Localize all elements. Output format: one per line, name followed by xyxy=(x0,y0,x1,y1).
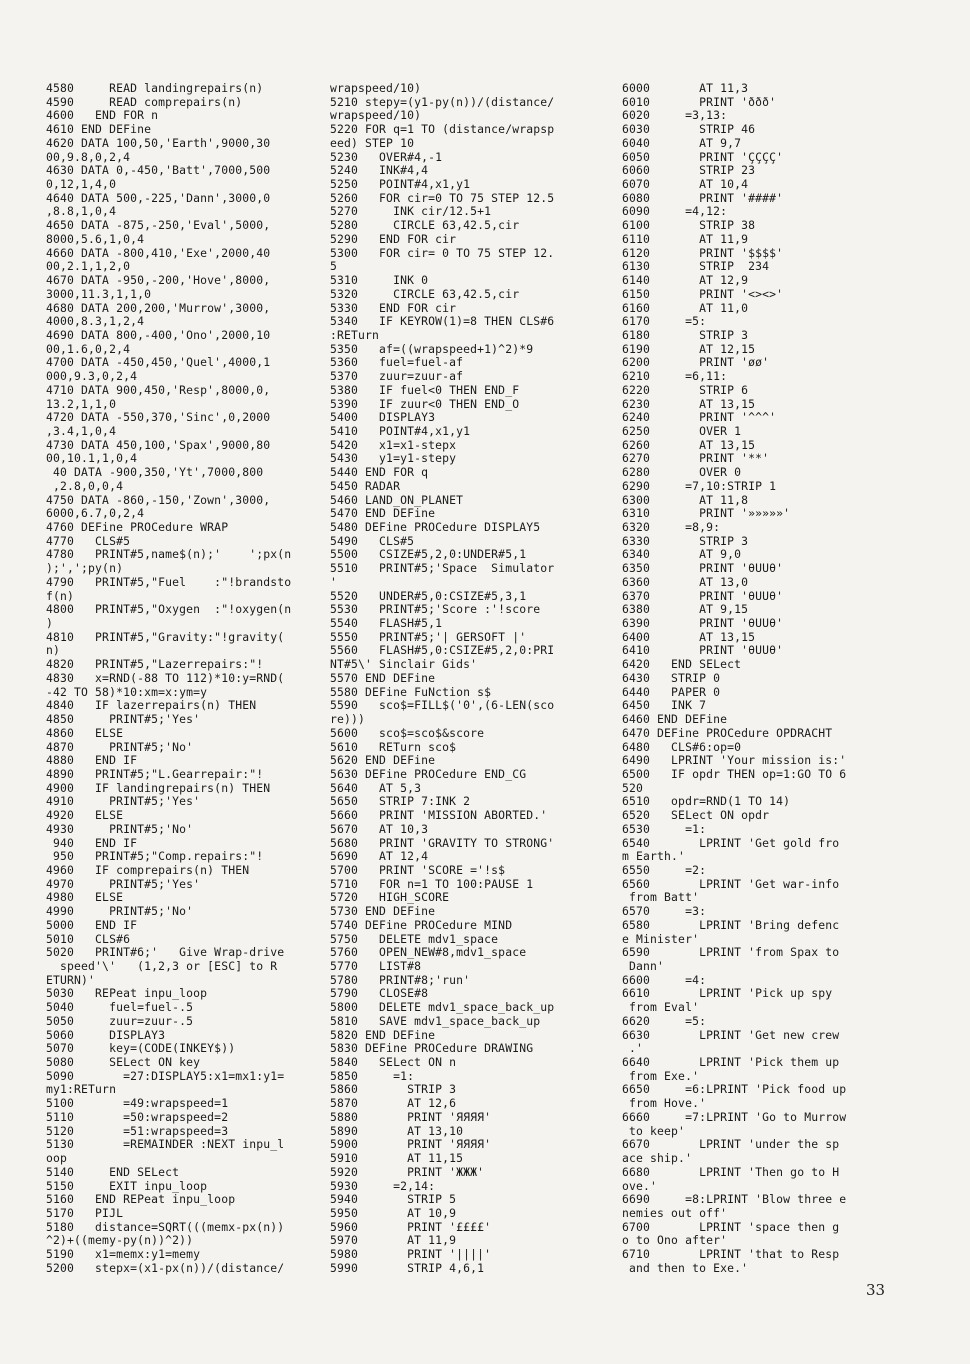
code-line: ) xyxy=(46,617,54,631)
code-line: 4860 ELSE xyxy=(46,726,124,740)
code-line: e Minister' xyxy=(622,932,700,946)
code-line: 4890 PRINT#5;"L.Gearrepair:"! xyxy=(46,767,264,781)
code-line: 5360 fuel=fuel-af xyxy=(330,356,464,370)
code-line: 6150 PRINT '<><>' xyxy=(622,287,784,301)
code-line: 5670 AT 10,3 xyxy=(330,822,429,836)
code-line: 4980 ELSE xyxy=(46,891,124,905)
code-line: 5050 zuur=zuur-.5 xyxy=(46,1014,194,1028)
code-line: 5110 =50:wrapspeed=2 xyxy=(46,1110,229,1124)
code-line: 5380 IF fuel<0 THEN END_F xyxy=(330,383,520,397)
code-line: 4900 IF landingrepairs(n) THEN xyxy=(46,781,271,795)
code-line: 6570 =3: xyxy=(622,905,707,919)
code-line: 5510 PRINT#5;'Space Simulator xyxy=(330,562,555,576)
code-line: 6220 STRIP 6 xyxy=(622,383,749,397)
code-line: 6210 =6,11: xyxy=(622,370,728,384)
code-line: 4760 DEFine PROCedure WRAP xyxy=(46,521,229,534)
code-line: 5000 END IF xyxy=(46,918,138,932)
code-line: my1:RETurn xyxy=(46,1083,117,1097)
code-line: 5820 END DEFine xyxy=(330,1028,436,1042)
code-line: 4640 DATA 500,-225,'Dann',3000,0 xyxy=(46,191,271,205)
code-line: 5370 zuur=zuur-af xyxy=(330,370,464,384)
code-line: 6310 PRINT '»»»»»' xyxy=(622,507,791,521)
code-line: ^2)+((memy-py(n))^2)) xyxy=(46,1234,194,1248)
code-line: 6360 AT 13,0 xyxy=(622,575,749,589)
code-line: 4670 DATA -950,-200,'Hove',8000, xyxy=(46,274,271,288)
code-line: 5420 x1=x1-stepx xyxy=(330,438,457,452)
code-line: m Earth.' xyxy=(622,850,686,864)
code-line: 5840 SELect ON n xyxy=(330,1056,457,1070)
code-line: -42 TO 58)*10:xm=x:ym=y xyxy=(46,685,208,699)
code-line: re))) xyxy=(330,713,366,727)
code-line: 6640 LPRINT 'Pick them up xyxy=(622,1056,840,1070)
code-line: 5080 SELect ON key xyxy=(46,1056,201,1070)
code-line: );',';py(n) xyxy=(46,562,124,576)
code-line: 4630 DATA 0,-450,'Batt',7000,500 xyxy=(46,164,271,178)
code-line: 5430 y1=y1-stepy xyxy=(330,452,457,466)
code-line: from Hove.' xyxy=(622,1097,707,1111)
code-line: 6100 STRIP 38 xyxy=(622,219,756,233)
code-line: 4770 CLS#5 xyxy=(46,534,131,548)
code-line: 5260 FOR cir=0 TO 75 STEP 12.5 xyxy=(330,191,555,205)
code-line: 5930 =2,14: xyxy=(330,1179,436,1193)
page-number: 33 xyxy=(866,1281,886,1299)
code-line: ' xyxy=(330,575,338,589)
code-line: 6300 AT 11,8 xyxy=(622,493,749,507)
code-line: 6540 LPRINT 'Get gold fro xyxy=(622,836,840,850)
code-line: 5530 PRINT#5;'Score :'!score xyxy=(330,603,541,617)
code-line: 4660 DATA -800,410,'Exe',2000,40 xyxy=(46,246,271,260)
code-line: 5830 DEFine PROCedure DRAWING xyxy=(330,1042,534,1056)
code-line: 6440 PAPER 0 xyxy=(622,685,721,699)
code-line: 5060 DISPLAY3 xyxy=(46,1028,166,1042)
code-line: 5240 INK#4,4 xyxy=(330,164,429,178)
code-line: 6060 STRIP 23 xyxy=(622,164,756,178)
code-line: 5750 DELETE mdv1_space xyxy=(330,932,499,946)
code-line: 5480 DEFine PROCedure DISPLAY5 xyxy=(330,521,541,534)
code-line: 6080 PRINT '####' xyxy=(622,191,784,205)
code-line: ETURN)' xyxy=(46,973,96,987)
code-line: from Eval' xyxy=(622,1001,700,1015)
code-line: 5090 =27:DISPLAY5:x1=mx1:y1= xyxy=(46,1069,285,1083)
code-line: 5200 stepx=(x1-px(n))/(distance/ xyxy=(46,1261,285,1275)
code-line: 950 PRINT#5;"Comp.repairs:"! xyxy=(46,850,264,864)
code-line: 6020 =3,13: xyxy=(622,109,728,123)
code-line: 6460 END DEFine xyxy=(622,713,728,727)
code-line: Dann' xyxy=(622,960,665,973)
code-line: ,2.8,0,0,4 xyxy=(46,479,124,493)
code-line: 5040 fuel=fuel-.5 xyxy=(46,1001,194,1015)
code-line: 5760 OPEN_NEW#8,mdv1_space xyxy=(330,946,527,960)
code-line: 6320 =8,9: xyxy=(622,521,721,534)
code-line: 5280 CIRCLE 63,42.5,cir xyxy=(330,219,520,233)
code-line: 4810 PRINT#5,"Gravity:"!gravity( xyxy=(46,630,285,644)
code-line: 6370 PRINT 'θUUθ' xyxy=(622,589,784,603)
code-line: 6030 STRIP 46 xyxy=(622,123,756,137)
code-line: 6240 PRINT '^^^' xyxy=(622,411,777,425)
code-line: 00,9.8,0,2,4 xyxy=(46,150,131,164)
code-line: 6690 =8:LPRINT 'Blow three e xyxy=(622,1193,847,1207)
code-line: 6700 LPRINT 'space then g xyxy=(622,1220,840,1234)
code-line: 6450 INK 7 xyxy=(622,699,707,713)
code-line: 6350 PRINT 'θUUθ' xyxy=(622,562,784,576)
code-line: 5390 IF zuur<0 THEN END_O xyxy=(330,397,520,411)
code-line: 520 xyxy=(622,781,644,795)
code-line: 6000,6.7,0,2,4 xyxy=(46,507,145,521)
code-line: 5190 x1=memx:y1=memy xyxy=(46,1248,201,1262)
code-line: 4960 IF comprepairs(n) THEN xyxy=(46,863,250,877)
code-line: 6110 AT 11,9 xyxy=(622,232,749,246)
code-line: from Batt' xyxy=(622,891,700,905)
code-line: 5980 PRINT '||||' xyxy=(330,1248,492,1262)
code-line: ove.' xyxy=(622,1179,658,1193)
code-line: speed'\' (1,2,3 or [ESC] to R xyxy=(46,960,278,973)
code-line: 5560 FLASH#5,0:CSIZE#5,2,0:PRI xyxy=(330,644,555,658)
code-line: 6510 opdr=RND(1 TO 14) xyxy=(622,795,791,809)
code-line: 5660 PRINT 'MISSION ABORTED.' xyxy=(330,809,548,823)
code-line: 6430 STRIP 0 xyxy=(622,671,721,685)
code-line: 5880 PRINT 'ЯЯЯЯ' xyxy=(330,1110,492,1124)
code-line: 00,1.6,0,2,4 xyxy=(46,342,131,356)
code-line: 5300 FOR cir= 0 TO 75 STEP 12. xyxy=(330,246,555,260)
code-line: 6400 AT 13,15 xyxy=(622,630,756,644)
code-line: 4580 READ landingrepairs(n) xyxy=(46,82,264,95)
code-line: 6380 AT 9,15 xyxy=(622,603,749,617)
code-line: 40 DATA -900,350,'Yt',7000,800 xyxy=(46,466,264,480)
code-line: 5270 INK cir/12.5+1 xyxy=(330,205,492,219)
code-line: 5710 FOR n=1 TO 100:PAUSE 1 xyxy=(330,877,534,891)
code-line: 4930 PRINT#5;'No' xyxy=(46,822,194,836)
code-line: 5790 CLOSE#8 xyxy=(330,987,429,1001)
code-line: 6190 AT 12,15 xyxy=(622,342,756,356)
code-line: 5460 LAND_ON_PLANET xyxy=(330,493,464,507)
code-line: 4730 DATA 450,100,'Spax',9000,80 xyxy=(46,438,271,452)
code-line: 5250 POINT#4,x1,y1 xyxy=(330,178,471,192)
code-line: 5320 CIRCLE 63,42.5,cir xyxy=(330,287,520,301)
code-line: 6000 AT 11,3 xyxy=(622,82,749,95)
code-line: 5010 CLS#6 xyxy=(46,932,131,946)
code-line: to keep' xyxy=(622,1124,686,1138)
code-line: 6230 AT 13,15 xyxy=(622,397,756,411)
code-line: .' xyxy=(622,1042,644,1056)
code-line: 6160 AT 11,0 xyxy=(622,301,749,315)
code-line: NT#5\' Sinclair Gids' xyxy=(330,658,478,672)
code-line: 6630 LPRINT 'Get new crew xyxy=(622,1028,840,1042)
code-line: 4870 PRINT#5;'No' xyxy=(46,740,194,754)
code-line: 5350 af=((wrapspeed+1)^2)*9 xyxy=(330,342,534,356)
code-line: 6130 STRIP 234 xyxy=(622,260,770,274)
code-line: 4820 PRINT#5,"Lazerrepairs:"! xyxy=(46,658,264,672)
code-line: 000,9.3,0,2,4 xyxy=(46,370,138,384)
code-line: 5690 AT 12,4 xyxy=(330,850,429,864)
code-line: 6250 OVER 1 xyxy=(622,424,742,438)
code-line: 6260 AT 13,15 xyxy=(622,438,756,452)
code-line: 4780 PRINT#5,name$(n);' ';px(n xyxy=(46,548,292,562)
code-line: wrapspeed/10) xyxy=(330,109,422,123)
code-line: 4990 PRINT#5;'No' xyxy=(46,905,194,919)
code-line: 5720 HIGH_SCORE xyxy=(330,891,450,905)
code-line: 6410 PRINT 'θUUθ' xyxy=(622,644,784,658)
code-line: nemies out off' xyxy=(622,1206,728,1220)
code-line: 5900 PRINT 'ЯЯЯЯ' xyxy=(330,1138,492,1152)
code-line: 5970 AT 11,9 xyxy=(330,1234,457,1248)
code-line: 5600 sco$=sco$&score xyxy=(330,726,485,740)
code-line: 5410 POINT#4,x1,y1 xyxy=(330,424,471,438)
code-line: 6530 =1: xyxy=(622,822,707,836)
listing-column-1 xyxy=(46,82,316,1276)
code-line: 5960 PRINT '££££' xyxy=(330,1220,492,1234)
code-line: 6500 IF opdr THEN op=1:GO TO 6 xyxy=(622,767,847,781)
code-line: 5170 PIJL xyxy=(46,1206,124,1220)
code-line: 5550 PRINT#5;'| GERSOFT |' xyxy=(330,630,527,644)
code-line: 5150 EXIT inpu_loop xyxy=(46,1179,208,1193)
code-line: 5220 FOR q=1 TO (distance/wrapsp xyxy=(330,123,555,137)
code-line: 5470 END DEFine xyxy=(330,507,436,521)
code-line: 5490 CLS#5 xyxy=(330,534,415,548)
code-line: 5590 sco$=FILL$('0',(6-LEN(sco xyxy=(330,699,555,713)
code-line: 6580 LPRINT 'Bring defenc xyxy=(622,918,840,932)
code-line: 5610 RETurn sco$ xyxy=(330,740,457,754)
code-line: ,3.4,1,0,4 xyxy=(46,424,117,438)
code-line: 4970 PRINT#5;'Yes' xyxy=(46,877,201,891)
code-line: 5290 END FOR cir xyxy=(330,232,457,246)
code-line: 5940 STRIP 5 xyxy=(330,1193,457,1207)
code-line: 6590 LPRINT 'from Spax to xyxy=(622,946,840,960)
code-line: 5640 AT 5,3 xyxy=(330,781,422,795)
code-line: ,8.8,1,0,4 xyxy=(46,205,117,219)
code-line: 4710 DATA 900,450,'Resp',8000,0, xyxy=(46,383,271,397)
code-line: 00,10.1,1,0,4 xyxy=(46,452,138,466)
code-line: 4610 END DEFine xyxy=(46,123,152,137)
code-line: 4700 DATA -450,450,'Quel',4000,1 xyxy=(46,356,271,370)
code-line: o to Ono after' xyxy=(622,1234,728,1248)
code-line: 5020 PRINT#6;' Give Wrap-drive xyxy=(46,946,285,960)
code-line: 4720 DATA -550,370,'Sinc',0,2000 xyxy=(46,411,271,425)
code-line: 6680 LPRINT 'Then go to H xyxy=(622,1165,840,1179)
code-line: n) xyxy=(46,644,61,658)
code-line: 5400 DISPLAY3 xyxy=(330,411,436,425)
code-line: 5540 FLASH#5,1 xyxy=(330,617,443,631)
code-line: 4750 DATA -860,-150,'Zown',3000, xyxy=(46,493,271,507)
code-line: 6520 SELect ON opdr xyxy=(622,809,770,823)
code-line: 6560 LPRINT 'Get war-info xyxy=(622,877,840,891)
code-line: 5140 END SELect xyxy=(46,1165,180,1179)
code-line: 6180 STRIP 3 xyxy=(622,328,749,342)
code-line: 5030 REPeat inpu_loop xyxy=(46,987,208,1001)
code-line: 5230 OVER#4,-1 xyxy=(330,150,443,164)
code-line: 4880 END IF xyxy=(46,754,138,768)
code-line: 6280 OVER 0 xyxy=(622,466,742,480)
code-line: oop xyxy=(46,1152,68,1166)
code-line: 5950 AT 10,9 xyxy=(330,1206,457,1220)
code-line: 6480 CLS#6:op=0 xyxy=(622,740,742,754)
code-line: :RETurn xyxy=(330,328,380,342)
code-line: 4790 PRINT#5,"Fuel :"!brandsto xyxy=(46,575,292,589)
code-line: 6660 =7:LPRINT 'Go to Murrow xyxy=(622,1110,847,1124)
code-line: 5630 DEFine PROCedure END_CG xyxy=(330,767,527,781)
code-line: eed) STEP 10 xyxy=(330,136,415,150)
code-line: 5130 =REMAINDER :NEXT inpu_l xyxy=(46,1138,285,1152)
code-line: 5780 PRINT#8;'run' xyxy=(330,973,471,987)
code-line: 5580 DEFine FuNction s$ xyxy=(330,685,492,699)
code-line: 5910 AT 11,15 xyxy=(330,1152,464,1166)
code-line: 6610 LPRINT 'Pick up spy xyxy=(622,987,833,1001)
code-line: 5850 =1: xyxy=(330,1069,415,1083)
code-line: 5920 PRINT 'ЖЖЖ' xyxy=(330,1165,485,1179)
code-line: 5310 INK 0 xyxy=(330,274,429,288)
code-line: 4800 PRINT#5,"Oxygen :"!oxygen(n xyxy=(46,603,292,617)
code-line: 4600 END FOR n xyxy=(46,109,159,123)
code-line: 6490 LPRINT 'Your mission is:' xyxy=(622,754,847,768)
code-line: 4830 x=RND(-88 TO 112)*10:y=RND( xyxy=(46,671,285,685)
code-line: 6330 STRIP 3 xyxy=(622,534,749,548)
code-line: 6390 PRINT 'θUUθ' xyxy=(622,617,784,631)
code-line: 13.2,1,1,0 xyxy=(46,397,117,411)
code-line: 5180 distance=SQRT(((memx-px(n)) xyxy=(46,1220,285,1234)
code-line: 5 xyxy=(330,260,338,274)
code-line: 8000,5.6,1,0,4 xyxy=(46,232,145,246)
code-line: 5650 STRIP 7:INK 2 xyxy=(330,795,471,809)
code-line: from Exe.' xyxy=(622,1069,700,1083)
listing-column-2 xyxy=(330,82,600,1276)
code-line: 6120 PRINT '$$$$' xyxy=(622,246,784,260)
code-line: 5120 =51:wrapspeed=3 xyxy=(46,1124,229,1138)
code-line: 5330 END FOR cir xyxy=(330,301,457,315)
code-line: 6620 =5: xyxy=(622,1014,707,1028)
code-line: 6050 PRINT 'ÇÇÇÇ' xyxy=(622,150,784,164)
code-line: 5160 END REPeat inpu_loop xyxy=(46,1193,236,1207)
code-line: 6010 PRINT 'ððð' xyxy=(622,95,777,109)
code-line: 4680 DATA 200,200,'Murrow',3000, xyxy=(46,301,271,315)
code-line: 5810 SAVE mdv1_space_back_up xyxy=(330,1014,541,1028)
code-line: 6070 AT 10,4 xyxy=(622,178,749,192)
code-line: 5440 END FOR q xyxy=(330,466,429,480)
code-line: 6170 =5: xyxy=(622,315,707,329)
code-line: 4850 PRINT#5;'Yes' xyxy=(46,713,201,727)
code-line: 6200 PRINT 'øø' xyxy=(622,356,770,370)
code-line: 6710 LPRINT 'that to Resp xyxy=(622,1248,840,1262)
code-line: 940 END IF xyxy=(46,836,138,850)
code-line: 4840 IF lazerrepairs(n) THEN xyxy=(46,699,257,713)
code-line: f(n) xyxy=(46,589,75,603)
code-line: 6600 =4: xyxy=(622,973,707,987)
code-line: 6650 =6:LPRINT 'Pick food up xyxy=(622,1083,847,1097)
code-line: 5570 END DEFine xyxy=(330,671,436,685)
code-line: 4910 PRINT#5;'Yes' xyxy=(46,795,201,809)
code-line: 4920 ELSE xyxy=(46,809,124,823)
code-line: wrapspeed/10) xyxy=(330,82,422,95)
code-line: 00,2.1,1,2,0 xyxy=(46,260,131,274)
code-line: 6670 LPRINT 'under the sp xyxy=(622,1138,840,1152)
code-line: 5890 AT 13,10 xyxy=(330,1124,464,1138)
code-line: 6270 PRINT '**' xyxy=(622,452,770,466)
code-line: 5740 DEFine PROCedure MIND xyxy=(330,918,513,932)
code-line: 6340 AT 9,0 xyxy=(622,548,742,562)
code-line: 5680 PRINT 'GRAVITY TO STRONG' xyxy=(330,836,555,850)
code-line: 5450 RADAR xyxy=(330,479,401,493)
code-line: 4590 READ comprepairs(n) xyxy=(46,95,243,109)
code-line: 3000,11.3,1,1,0 xyxy=(46,287,152,301)
code-line: 6470 DEFine PROCedure OPDRACHT xyxy=(622,726,833,740)
code-line: 5730 END DEFine xyxy=(330,905,436,919)
code-line: 6090 =4,12: xyxy=(622,205,728,219)
code-line: 5620 END DEFine xyxy=(330,754,436,768)
code-line: and then to Exe.' xyxy=(622,1261,749,1275)
code-line: 4650 DATA -875,-250,'Eval',5000, xyxy=(46,219,271,233)
listing-column-3 xyxy=(622,82,922,1276)
code-line: 0,12,1,4,0 xyxy=(46,178,117,192)
code-line: 4620 DATA 100,50,'Earth',9000,30 xyxy=(46,136,271,150)
code-line: 5770 LIST#8 xyxy=(330,960,422,973)
code-line: 5860 STRIP 3 xyxy=(330,1083,457,1097)
code-line: 5100 =49:wrapspeed=1 xyxy=(46,1097,229,1111)
code-line: 5990 STRIP 4,6,1 xyxy=(330,1261,485,1275)
code-line: 5340 IF KEYROW(1)=8 THEN CLS#6 xyxy=(330,315,555,329)
code-line: 4690 DATA 800,-400,'Ono',2000,10 xyxy=(46,328,271,342)
code-line: 6550 =2: xyxy=(622,863,707,877)
code-line: 5210 stepy=(y1-py(n))/(distance/ xyxy=(330,95,555,109)
code-line: 5800 DELETE mdv1_space_back_up xyxy=(330,1001,555,1015)
code-line: 6140 AT 12,9 xyxy=(622,274,749,288)
code-line: 6420 END SELect xyxy=(622,658,742,672)
code-line: 6290 =7,10:STRIP 1 xyxy=(622,479,777,493)
code-line: 5070 key=(CODE(INKEY$)) xyxy=(46,1042,236,1056)
code-line: ace ship.' xyxy=(622,1152,693,1166)
code-line: 5870 AT 12,6 xyxy=(330,1097,457,1111)
code-line: 5500 CSIZE#5,2,0:UNDER#5,1 xyxy=(330,548,527,562)
code-line: 5520 UNDER#5,0:CSIZE#5,3,1 xyxy=(330,589,527,603)
code-line: 5700 PRINT 'SCORE ='!s$ xyxy=(330,863,506,877)
code-line: 4000,8.3,1,2,4 xyxy=(46,315,145,329)
code-line: 6040 AT 9,7 xyxy=(622,136,742,150)
